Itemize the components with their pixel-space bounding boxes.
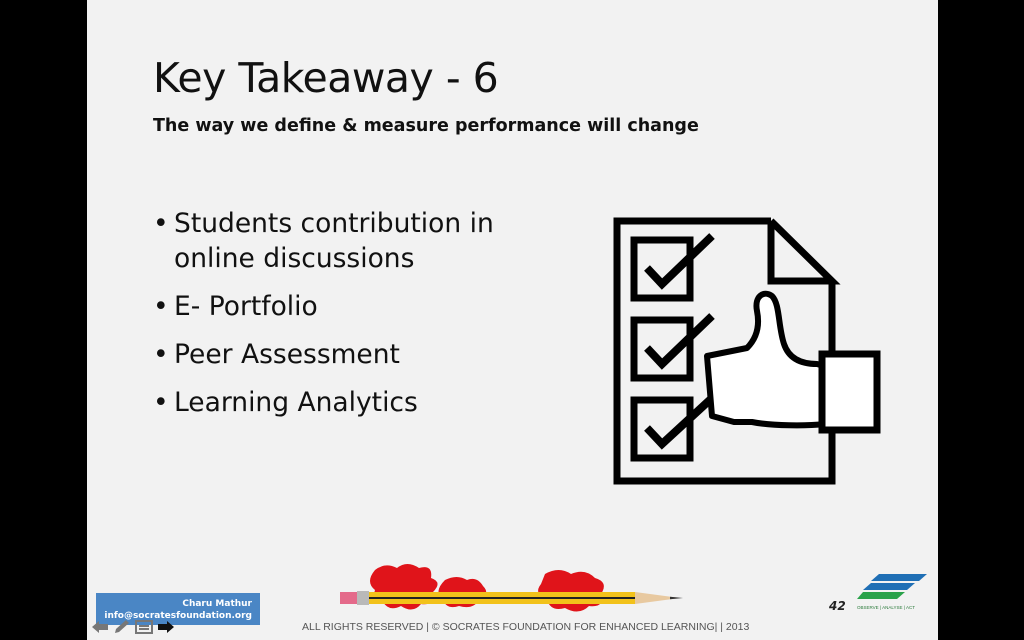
bullet-item: • Peer Assessment (153, 337, 553, 372)
socrates-logo (857, 572, 929, 610)
pen-icon[interactable] (112, 618, 132, 636)
footer-copyright: ALL RIGHTS RESERVED | © SOCRATES FOUNDATION FOR ENHANCED LEARNING| | 2013 (302, 621, 750, 633)
puzzle-pencil-art (335, 560, 700, 620)
slideshow-controls (90, 618, 176, 636)
presenter-name: Charu Mathur (182, 599, 252, 609)
bullet-item: • E- Portfolio (153, 289, 553, 324)
bullet-item: • Learning Analytics (153, 385, 553, 420)
presenter-email[interactable]: info@socratesfoundation.org (104, 611, 252, 621)
logo-tagline: OBSERVE | ANALYSE | ACT (857, 605, 915, 610)
slide (87, 0, 938, 640)
forward-arrow-icon[interactable] (156, 618, 176, 636)
slide-title: Key Takeaway - 6 (153, 54, 499, 102)
checklist-thumbs-up-icon (612, 216, 882, 488)
back-arrow-icon[interactable] (90, 618, 110, 636)
page-number: 42 (829, 599, 846, 613)
menu-icon[interactable] (134, 618, 154, 636)
socrates-logo-mark (857, 572, 929, 600)
slide-subtitle: The way we define & measure performance will change (153, 116, 699, 136)
bullet-list (153, 206, 553, 433)
bullet-item: • Students contribution in online discussions (153, 206, 553, 276)
